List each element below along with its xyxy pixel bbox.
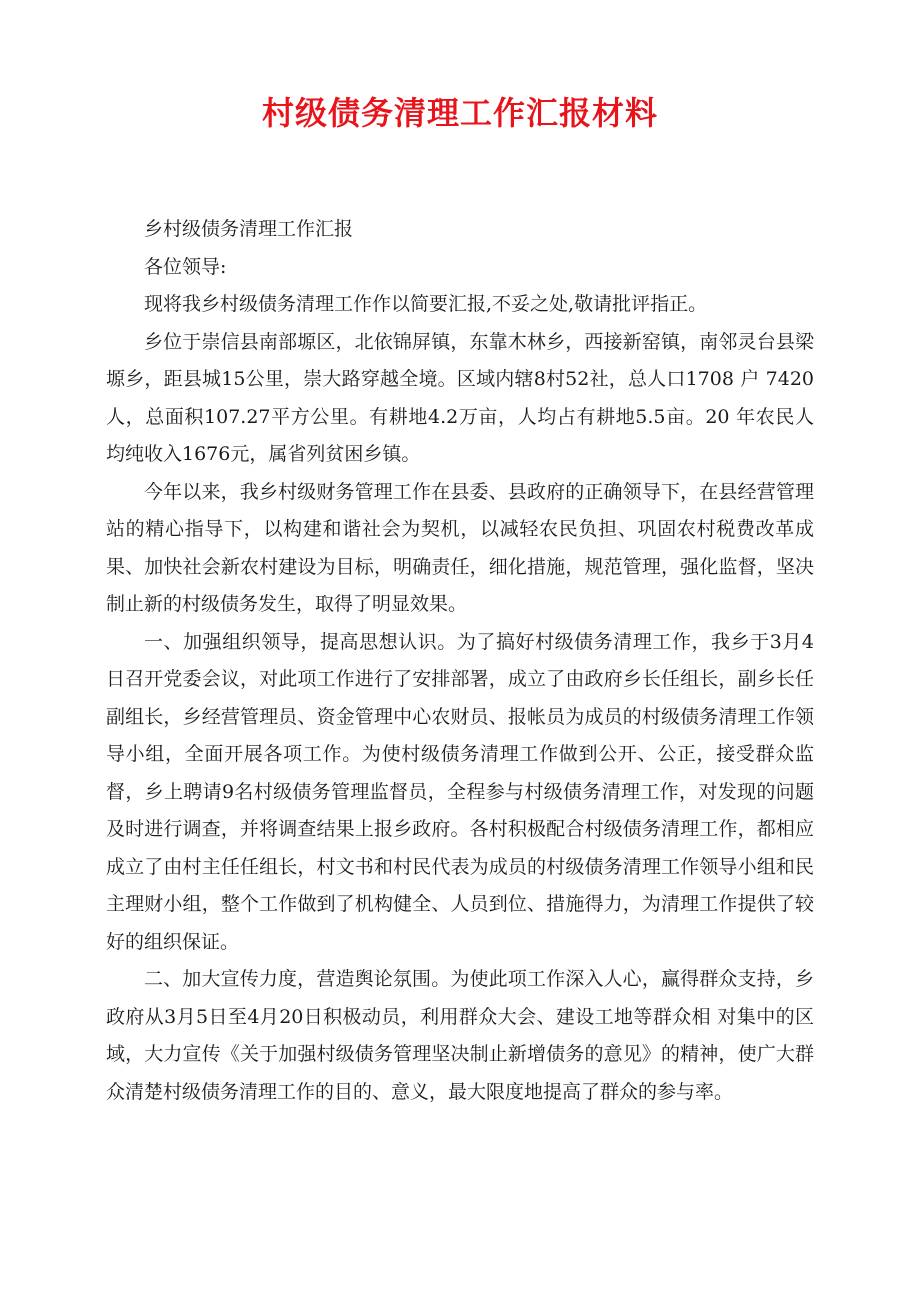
paragraph-salutation: 各位领导: — [144, 255, 227, 278]
paragraph-overview: 乡位于崇信县南部塬区，北依锦屏镇，东靠木林乡，西接新窑镇，南邻灵台县梁塬乡，距县城15公里，崇大路穿越全境。区域内辖8村52社，总人口1708 户 7420人，总面积107.27平方公里。有耕地4.2万亩，人均占有耕地5.5亩。20 年农民人均纯收入1676元，属省列贫困乡镇。 — [106, 330, 814, 465]
document-body — [106, 211, 814, 1111]
paragraph-section-one: 一、加强组织领导，提高思想认识。为了搞好村级债务清理工作，我乡于3月4日召开党委会议，对此项工作进行了安排部署，成立了由政府乡长任组长，副乡长任副组长，乡经营管理员、资金管理中心农财员、报帐员为成员的村级债务清理工作领导小组，全面开展各项工作。为使村级债务清理工作做到公开、公正，接受群众监督，乡上聘请9名村级债务管理监督员，全程参与村级债务清理工作，对发现的问题及时进行调查，并将调查结果上报乡政府。各村积极配合村级债务清理工作，都相应成立了由村主任任组长，村文书和村民代表为成员的村级债务清理工作领导小组和民主理财小组，整个工作做到了机构健全、人员到位、措施得力，为清理工作提供了较好的组织保证。 — [106, 630, 814, 953]
paragraph-summary: 今年以来，我乡村级财务管理工作在县委、县政府的正确领导下，在县经营管理站的精心指导下，以构建和谐社会为契机，以减轻农民负担、巩固农村税费改革成果、加快社会新农村建设为目标，明确责任，细化措施，规范管理，强化监督，坚决制止新的村级债务发生，取得了明显效果。 — [106, 480, 814, 615]
paragraph-section-two: 二、加大宣传力度，营造舆论氛围。为使此项工作深入人心，赢得群众支持，乡政府从3月5日至4月20日积极动员，利用群众大会、建设工地等群众相 对集中的区域，大力宣传《关于加强村级债务管理坚决制止新增债务的意见》的精神，使广大群众清楚村级债务清理工作的目的、意义，最大限度地提高了群众的参与率。 — [106, 968, 814, 1103]
document-title: 村级债务清理工作汇报材料 — [261, 94, 658, 132]
paragraph-intro: 现将我乡村级债务清理工作作以简要汇报,不妥之处,敬请批评指正。 — [144, 293, 708, 315]
paragraph-heading: 乡村级债务清理工作汇报 — [144, 218, 354, 240]
